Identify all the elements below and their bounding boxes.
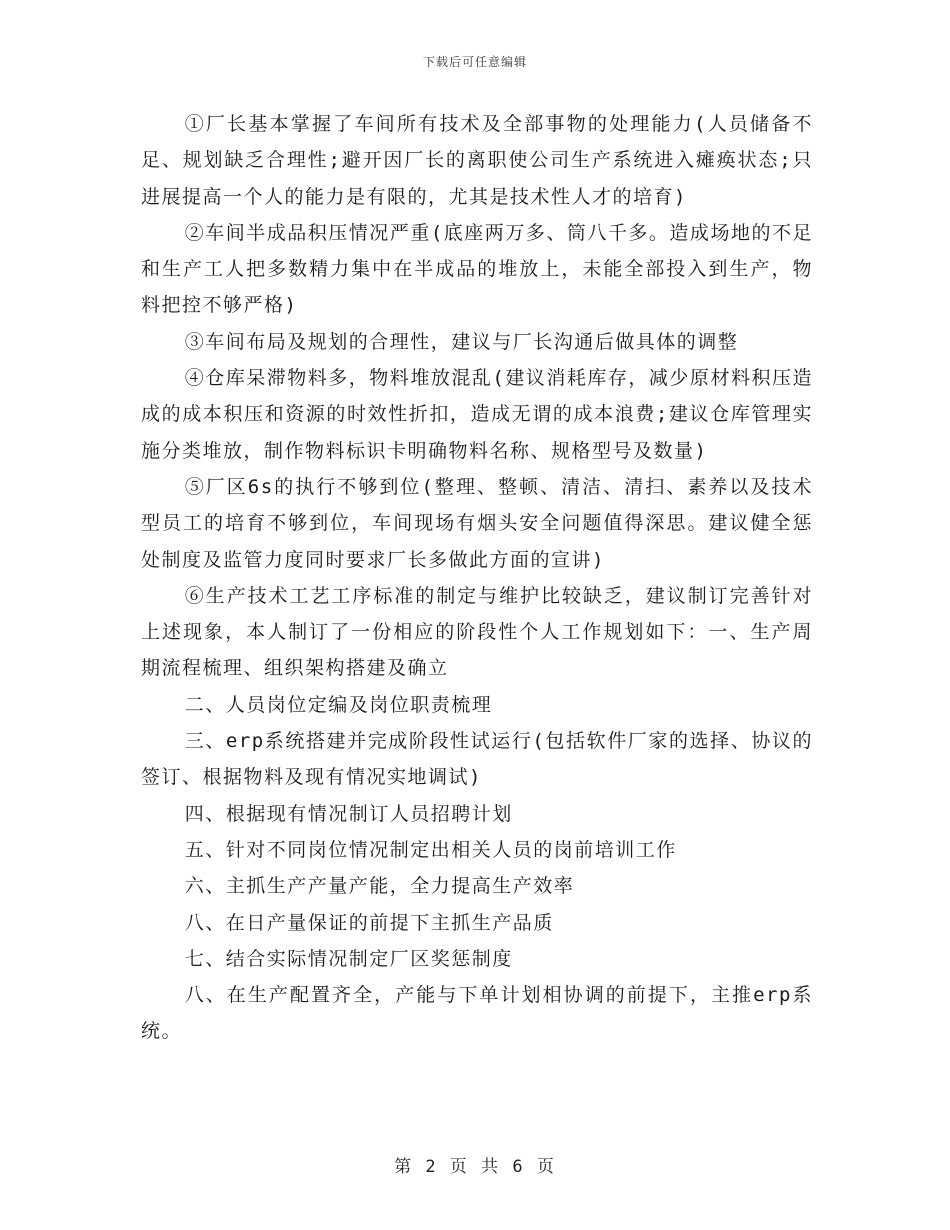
paragraph-item-4: ④仓库呆滞物料多，物料堆放混乱(建议消耗库存，减少原材料积压造成的成本积压和资源的时效性折扣，造成无谓的成本浪费;建议仓库管理实施分类堆放，制作物料标识卡明确物料名称、规格型号及数量) — [141, 367, 813, 462]
plan-item-2: 二、人员岗位定编及岗位职责梳理 — [184, 693, 493, 716]
plan-item-7: 七、结合实际情况制定厂区奖惩制度 — [184, 947, 513, 970]
plan-item-8b: 八、在生产配置齐全，产能与下单计划相协调的前提下，主推erp系统。 — [141, 984, 813, 1043]
plan-item-3: 三、erp系统搭建并完成阶段性试运行(包括软件厂家的选择、协议的签订、根据物料及现有情况实地调试) — [141, 730, 813, 789]
plan-item-8a: 八、在日产量保证的前提下主抓生产品质 — [184, 911, 554, 934]
paragraph-item-1: ①厂长基本掌握了车间所有技术及全部事物的处理能力(人员储备不足、规划缺乏合理性;避开因厂长的离职使公司生产系统进入瘫痪状态;只进展提高一个人的能力是有限的，尤其是技术性人才的培育) — [141, 113, 813, 208]
page-header: 下载后可任意编辑 — [422, 55, 527, 69]
paragraph-item-3: ③车间布局及规划的合理性，建议与厂长沟通后做具体的调整 — [184, 330, 739, 353]
page-number-footer: 第 2 页 共 6 页 — [394, 1157, 556, 1177]
paragraph-item-5: ⑤厂区6s的执行不够到位(整理、整顿、清洁、清扫、素养以及技术型员工的培育不够到位，车间现场有烟头安全问题值得深思。建议健全惩处制度及监管力度同时要求厂长多做此方面的宣讲) — [141, 475, 813, 571]
document-body — [141, 106, 813, 1050]
paragraph-item-2: ②车间半成品积压情况严重(底座两万多、筒八千多。造成场地的不足和生产工人把多数精力集中在半成品的堆放上，未能全部投入到生产，物料把控不够严格) — [141, 221, 813, 317]
plan-item-4: 四、根据现有情况制订人员招聘计划 — [184, 802, 513, 825]
paragraph-item-6: ⑥生产技术工艺工序标准的制定与维护比较缺乏，建议制订完善针对上述现象，本人制订了一份相应的阶段性个人工作规划如下：一、生产周期流程梳理、组织架构搭建及确立 — [141, 584, 813, 680]
plan-item-6: 六、主抓生产产量产能，全力提高生产效率 — [184, 875, 575, 898]
plan-item-5: 五、针对不同岗位情况制定出相关人员的岗前培训工作 — [184, 838, 677, 861]
